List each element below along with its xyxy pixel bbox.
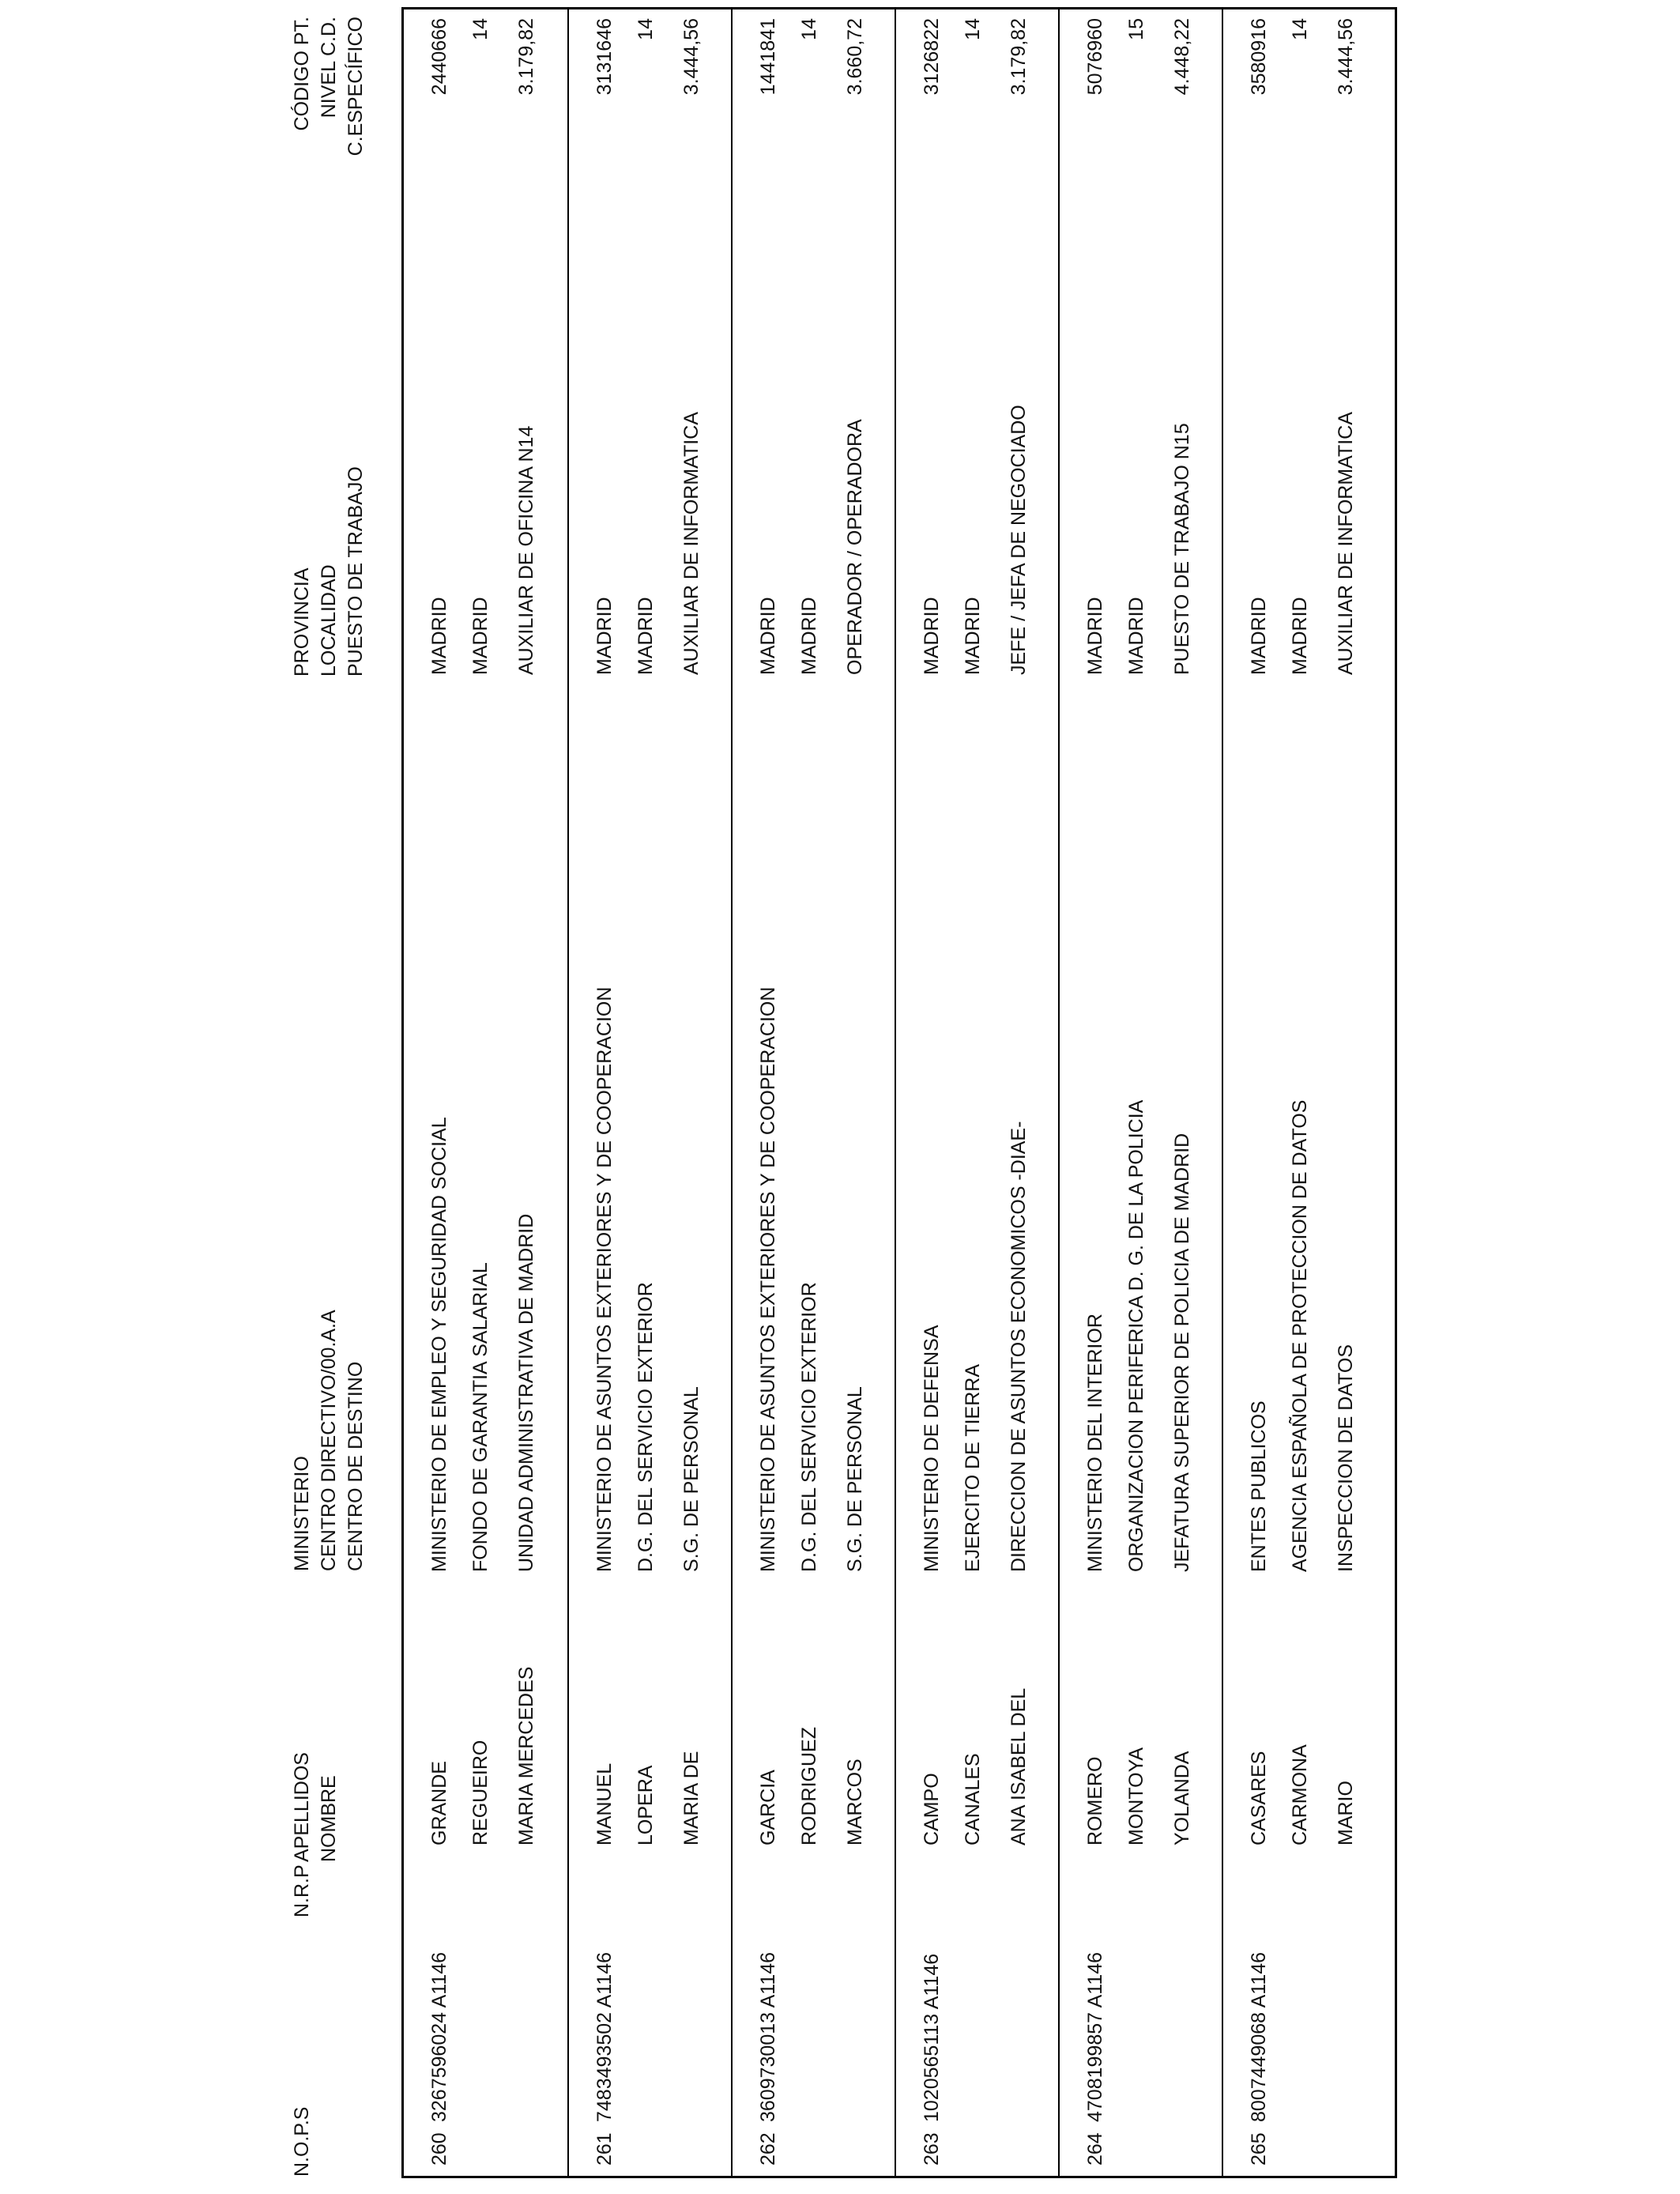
apellido2-cell: MONTOYA <box>1125 1747 1147 1845</box>
header-ministerio-centro <box>288 1310 369 1571</box>
codigo-cell: 3126822 <box>921 18 943 96</box>
nrp-cell: 1020565113 A1146 <box>921 1953 943 2122</box>
table-row <box>731 9 895 2176</box>
ministerio-cell: MINISTERIO DE EMPLEO Y SEGURIDAD SOCIAL <box>428 1117 450 1572</box>
centro-directivo-cell: D.G. DEL SERVICIO EXTERIOR <box>798 1282 820 1572</box>
nops-cell: 265 <box>1248 2132 1270 2166</box>
especifico-cell: 3.179,82 <box>1008 18 1030 96</box>
especifico-cell: 3.179,82 <box>515 18 537 96</box>
header-nivel-label: NIVEL C.D. <box>318 17 340 119</box>
provincia-cell: MADRID <box>757 597 779 675</box>
header-nops-label: N.O.P.S <box>291 2106 313 2177</box>
header-especifico-label: C.ESPECÍFICO <box>345 17 367 156</box>
nivel-cell: 14 <box>798 18 820 40</box>
ministerio-cell: MINISTERIO DEL INTERIOR <box>1084 1314 1106 1572</box>
centro-destino-cell: INSPECCION DE DATOS <box>1335 1344 1357 1572</box>
header-localidad-label: LOCALIDAD <box>318 564 340 677</box>
provincia-cell: MADRID <box>1084 597 1106 675</box>
nops-cell: 260 <box>428 2132 450 2166</box>
localidad-cell: MADRID <box>469 597 492 675</box>
provincia-cell: MADRID <box>1248 597 1270 675</box>
localidad-cell: MADRID <box>1125 597 1147 675</box>
table-row <box>404 9 567 2176</box>
puesto-cell: AUXILIAR DE INFORMATICA <box>1335 412 1357 675</box>
header-centro-destino-label: CENTRO DE DESTINO <box>345 1361 367 1571</box>
localidad-cell: MADRID <box>798 597 820 675</box>
puesto-cell: OPERADOR / OPERADORA <box>844 419 866 675</box>
nivel-cell: 14 <box>962 18 984 40</box>
header-centro-directivo-label: CENTRO DIRECTIVO/00.A.A <box>318 1310 340 1571</box>
nombre-cell: MARIO <box>1335 1781 1357 1845</box>
table-row <box>1058 9 1222 2176</box>
nivel-cell: 14 <box>469 18 492 40</box>
localidad-cell: MADRID <box>1289 597 1311 675</box>
codigo-cell: 3580916 <box>1248 18 1270 96</box>
puesto-cell: JEFE / JEFA DE NEGOCIADO <box>1008 405 1030 675</box>
nrp-cell: 3267596024 A1146 <box>428 1951 450 2122</box>
nops-cell: 261 <box>593 2132 616 2166</box>
centro-directivo-cell: D.G. DEL SERVICIO EXTERIOR <box>635 1282 657 1572</box>
header-nops <box>288 2107 315 2177</box>
header-nrp <box>288 1864 315 1917</box>
nrp-cell: 3609730013 A1146 <box>757 1951 779 2122</box>
table-row <box>1222 9 1386 2176</box>
header-apellidos-nombre <box>288 1752 342 1862</box>
header-nombre-label: NOMBRE <box>318 1775 340 1862</box>
puesto-cell: AUXILIAR DE INFORMATICA <box>680 412 703 675</box>
centro-directivo-cell: FONDO DE GARANTIA SALARIAL <box>469 1262 492 1572</box>
nombre-cell: ANA ISABEL DEL <box>1008 1687 1030 1845</box>
table-row <box>567 9 732 2176</box>
especifico-cell: 3.660,72 <box>844 18 866 96</box>
provincia-cell: MADRID <box>428 597 450 675</box>
localidad-cell: MADRID <box>635 597 657 675</box>
nivel-cell: 14 <box>635 18 657 40</box>
header-ministerio-label: MINISTERIO <box>291 1456 313 1571</box>
ministerio-cell: MINISTERIO DE ASUNTOS EXTERIORES Y DE COOPERACION <box>593 986 616 1572</box>
especifico-cell: 3.444,56 <box>680 18 703 96</box>
apellido2-cell: LOPERA <box>635 1765 657 1845</box>
centro-directivo-cell: ORGANIZACION PERIFERICA D. G. DE LA POLICIA <box>1125 1099 1147 1572</box>
puesto-cell: AUXILIAR DE OFICINA N14 <box>515 425 537 675</box>
centro-directivo-cell: AGENCIA ESPAÑOLA DE PROTECCION DE DATOS <box>1289 1099 1311 1572</box>
codigo-cell: 2440666 <box>428 18 450 96</box>
centro-destino-cell: S.G. DE PERSONAL <box>680 1386 703 1572</box>
localidad-cell: MADRID <box>962 597 984 675</box>
apellido2-cell: CARMONA <box>1289 1744 1311 1845</box>
records-table <box>401 7 1397 2178</box>
nrp-cell: 8007449068 A1146 <box>1248 1951 1270 2122</box>
ministerio-cell: MINISTERIO DE DEFENSA <box>921 1325 943 1572</box>
ministerio-cell: MINISTERIO DE ASUNTOS EXTERIORES Y DE COOPERACION <box>757 986 779 1572</box>
nombre-cell: YOLANDA <box>1171 1751 1193 1845</box>
puesto-cell: PUESTO DE TRABAJO N15 <box>1171 423 1193 675</box>
centro-destino-cell: DIRECCION DE ASUNTOS ECONOMICOS -DIAE- <box>1008 1121 1030 1572</box>
header-nrp-label: N.R.P <box>291 1864 313 1917</box>
table-row <box>895 9 1059 2176</box>
ministerio-cell: ENTES PUBLICOS <box>1248 1400 1270 1572</box>
apellido1-cell: GARCIA <box>757 1770 779 1845</box>
apellido2-cell: CANALES <box>962 1753 984 1845</box>
nivel-cell: 15 <box>1125 18 1147 40</box>
apellido2-cell: REGUEIRO <box>469 1740 492 1845</box>
centro-destino-cell: JEFATURA SUPERIOR DE POLICIA DE MADRID <box>1171 1133 1193 1572</box>
centro-directivo-cell: EJERCITO DE TIERRA <box>962 1363 984 1572</box>
apellido1-cell: CASARES <box>1248 1751 1270 1845</box>
nivel-cell: 14 <box>1289 18 1311 40</box>
nops-cell: 263 <box>921 2132 943 2166</box>
apellido1-cell: MANUEL <box>593 1762 616 1845</box>
nombre-cell: MARIA DE <box>680 1751 703 1845</box>
header-puesto-label: PUESTO DE TRABAJO <box>345 466 367 677</box>
apellido2-cell: RODRIGUEZ <box>798 1727 820 1845</box>
nombre-cell: MARCOS <box>844 1759 866 1845</box>
codigo-cell: 1441841 <box>757 18 779 96</box>
nrp-cell: 7483493502 A1146 <box>593 1951 616 2122</box>
codigo-cell: 3131646 <box>593 18 616 96</box>
header-provincia-label: PROVINCIA <box>291 567 313 677</box>
especifico-cell: 3.444,56 <box>1335 18 1357 96</box>
header-provincia-puesto <box>288 466 369 677</box>
codigo-cell: 5076960 <box>1084 18 1106 96</box>
apellido1-cell: ROMERO <box>1084 1756 1106 1845</box>
centro-destino-cell: S.G. DE PERSONAL <box>844 1386 866 1572</box>
apellido1-cell: CAMPO <box>921 1773 943 1845</box>
header-codigo-nivel <box>288 17 369 218</box>
centro-destino-cell: UNIDAD ADMINISTRATIVA DE MADRID <box>515 1213 537 1572</box>
nops-cell: 262 <box>757 2132 779 2166</box>
apellido1-cell: GRANDE <box>428 1761 450 1845</box>
header-apellidos-label: APELLIDOS <box>291 1752 313 1862</box>
provincia-cell: MADRID <box>921 597 943 675</box>
header-codigo-label: CÓDIGO PT. <box>291 17 313 131</box>
nombre-cell: MARIA MERCEDES <box>515 1666 537 1845</box>
nrp-cell: 4708199857 A1146 <box>1084 1951 1106 2122</box>
nops-cell: 264 <box>1084 2132 1106 2166</box>
especifico-cell: 4.448,22 <box>1171 18 1193 96</box>
provincia-cell: MADRID <box>593 597 616 675</box>
